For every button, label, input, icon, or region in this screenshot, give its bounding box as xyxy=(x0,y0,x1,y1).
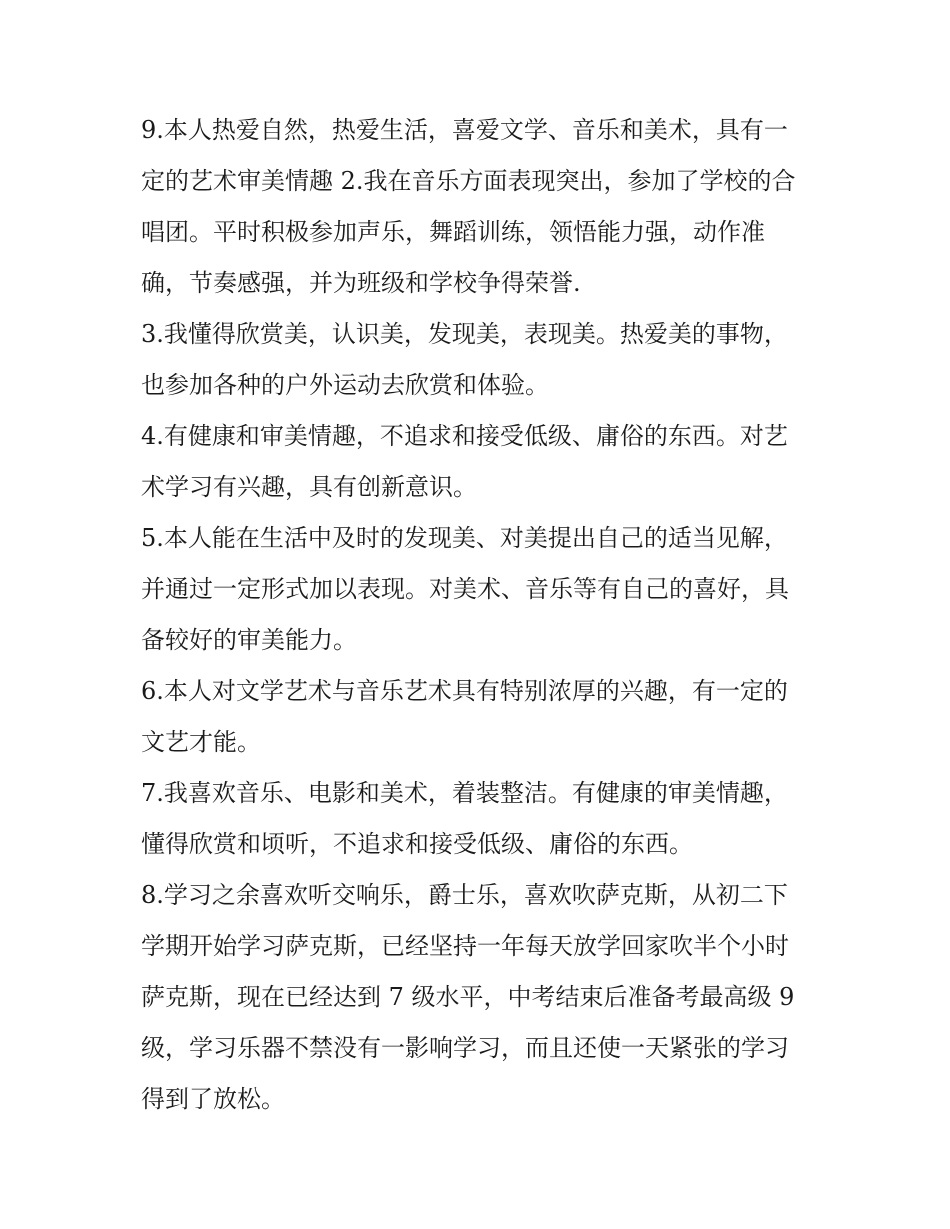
text-line: 懂得欣赏和顷听，不追求和接受低级、庸俗的东西。 xyxy=(141,830,693,858)
text-line: 唱团。平时积极参加声乐，舞蹈训练，领悟能力强，动作准 xyxy=(141,218,765,246)
text-line: 萨克斯，现在已经达到 7 级水平，中考结束后准备考最高级 9 xyxy=(141,983,795,1011)
text-line: 级，学习乐器不禁没有一影响学习，而且还使一天紧张的学习 xyxy=(141,1034,789,1062)
text-line: 9.本人热爱自然，热爱生活，喜爱文学、音乐和美术，具有一 xyxy=(141,116,788,144)
text-line: 7.我喜欢音乐、电影和美术，着装整洁。有健康的审美情趣， xyxy=(141,779,788,807)
text-line: 并通过一定形式加以表现。对美术、音乐等有自己的喜好，具 xyxy=(141,575,789,603)
text-line: 术学习有兴趣，具有创新意识。 xyxy=(141,473,477,501)
text-line: 4.有健康和审美情趣，不追求和接受低级、庸俗的东西。对艺 xyxy=(141,422,788,450)
text-line: 学期开始学习萨克斯，已经坚持一年每天放学回家吹半个小时 xyxy=(141,932,789,960)
text-line: 确，节奏感强，并为班级和学校争得荣誉. xyxy=(141,269,581,297)
text-line: 定的艺术审美情趣 2.我在音乐方面表现突出，参加了学校的合 xyxy=(141,167,796,195)
text-line: 8.学习之余喜欢听交响乐，爵士乐，喜欢吹萨克斯，从初二下 xyxy=(141,881,788,909)
text-line: 5.本人能在生活中及时的发现美、对美提出自己的适当见解， xyxy=(141,524,788,552)
text-line: 6.本人对文学艺术与音乐艺术具有特别浓厚的兴趣，有一定的 xyxy=(141,677,788,705)
text-line: 得到了放松。 xyxy=(141,1085,285,1113)
text-line: 3.我懂得欣赏美，认识美，发现美，表现美。热爱美的事物， xyxy=(141,320,788,348)
text-line: 文艺才能。 xyxy=(141,728,261,756)
text-line: 也参加各种的户外运动去欣赏和体验。 xyxy=(141,371,549,399)
text-line: 备较好的审美能力。 xyxy=(141,626,357,654)
